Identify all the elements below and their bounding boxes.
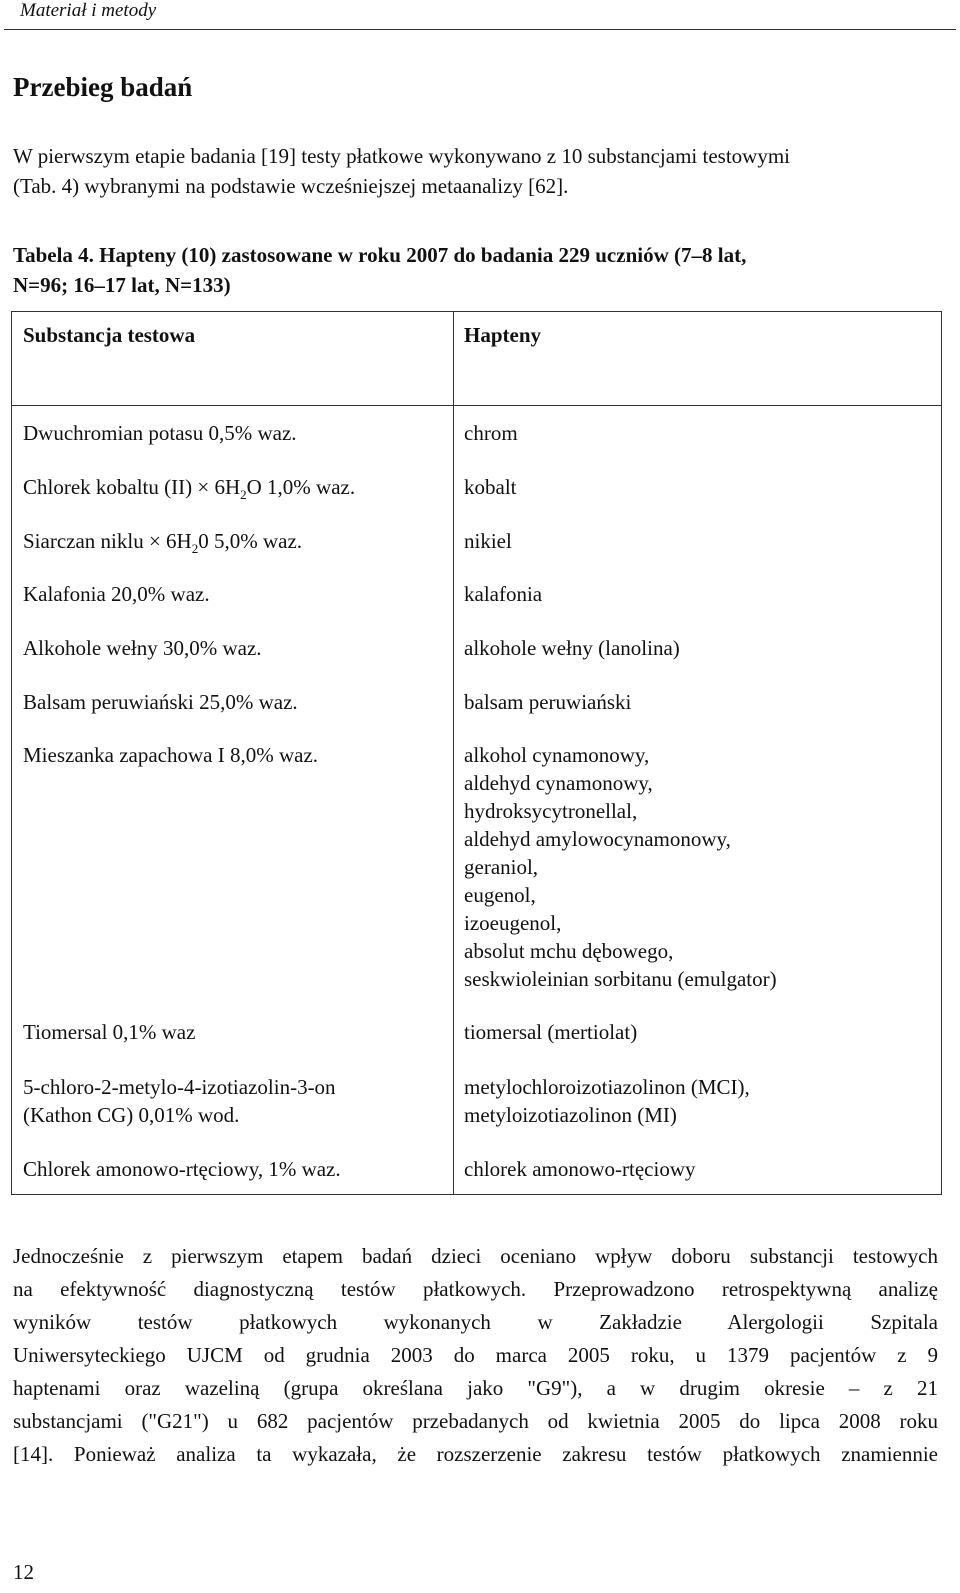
hapten-item: izoeugenol, bbox=[464, 911, 562, 935]
hapten-item: hydroksycytronellal, bbox=[464, 799, 638, 823]
body-line: Jednocześnie z pierwszym etapem badań dzieci oceniano wpływ doboru substancji testowych bbox=[13, 1244, 938, 1268]
table-cell-hapten-list bbox=[464, 741, 934, 993]
running-header: Materiał i metody bbox=[20, 0, 157, 21]
table-caption-line-1: Tabela 4. Hapteny (10) zastosowane w roku 2007 do badania 229 uczniów (7–8 lat, bbox=[13, 243, 747, 267]
table-cell-substance: Dwuchromian potasu 0,5% waz. bbox=[23, 421, 297, 445]
body-line: wyników testów płatkowych wykonanych w Zakładzie Alergologii Szpitala bbox=[13, 1310, 938, 1334]
body-line: substancjami ("G21") u 682 pacjentów przebadanych od kwietnia 2005 do lipca 2008 roku bbox=[13, 1409, 938, 1433]
table-cell-hapten: tiomersal (mertiolat) bbox=[464, 1020, 638, 1044]
table-cell-substance: Chlorek amonowo-rtęciowy, 1% waz. bbox=[23, 1157, 341, 1181]
substance-line: 5-chloro-2-metylo-4-izotiazolin-3-on bbox=[23, 1075, 336, 1099]
body-line: Uniwersyteckiego UJCM od grudnia 2003 do marca 2005 roku, u 1379 pacjentów z 9 bbox=[13, 1343, 938, 1367]
subscript: 2 bbox=[191, 541, 199, 557]
table-cell-substance: Mieszanka zapachowa I 8,0% waz. bbox=[23, 743, 319, 767]
table-cell-hapten: balsam peruwiański bbox=[464, 690, 632, 714]
hapten-item: absolut mchu dębowego, bbox=[464, 939, 674, 963]
table-cell-substance bbox=[23, 473, 448, 509]
table-caption-line-2: N=96; 16–17 lat, N=133) bbox=[13, 273, 231, 297]
table-cell-substance bbox=[23, 1073, 448, 1129]
substance-text: Chlorek kobaltu (II) × 6H bbox=[23, 475, 241, 499]
table-caption bbox=[13, 240, 951, 300]
hapten-item: aldehyd cynamonowy, bbox=[464, 771, 653, 795]
table-cell-substance: Tiomersal 0,1% waz bbox=[23, 1020, 196, 1044]
table-cell-hapten: kobalt bbox=[464, 475, 517, 499]
substance-text: Siarczan niklu × 6H bbox=[23, 529, 192, 553]
intro-line-2: (Tab. 4) wybranymi na podstawie wcześniejszej metaanalizy [62]. bbox=[13, 174, 569, 198]
body-line: haptenami oraz wazeliną (grupa określana jako "G9"), a w drugim okresie – z 21 bbox=[13, 1376, 938, 1400]
body-paragraph bbox=[13, 1240, 938, 1471]
table-cell-hapten: chrom bbox=[464, 421, 518, 445]
body-line: [14]. Ponieważ analiza ta wykazała, że rozszerzenie zakresu testów płatkowych znamiennie bbox=[13, 1442, 938, 1466]
table-cell-substance: Kalafonia 20,0% waz. bbox=[23, 582, 210, 606]
hapten-item: metylochloroizotiazolinon (MCI), bbox=[464, 1075, 750, 1099]
header-divider bbox=[4, 29, 956, 30]
page-number: 12 bbox=[13, 1560, 34, 1584]
hapten-item: seskwioleinian sorbitanu (emulgator) bbox=[464, 967, 777, 991]
hapten-item: metyloizotiazolinon (MI) bbox=[464, 1103, 677, 1127]
table-column-divider bbox=[453, 311, 454, 1195]
substance-text: 0 5,0% waz. bbox=[198, 529, 303, 553]
substance-text: O 1,0% waz. bbox=[246, 475, 356, 499]
table-cell-hapten: kalafonia bbox=[464, 582, 543, 606]
subscript: 2 bbox=[240, 487, 247, 503]
body-line: na efektywność diagnostyczną testów płatkowych. Przeprowadzono retrospektywną analizę bbox=[13, 1277, 938, 1301]
hapten-item: aldehyd amylowocynamonowy, bbox=[464, 827, 731, 851]
table-header-substance: Substancja testowa bbox=[23, 323, 196, 347]
section-title: Przebieg badań bbox=[13, 72, 193, 102]
substance-line: (Kathon CG) 0,01% wod. bbox=[23, 1103, 240, 1127]
table-cell-substance: Balsam peruwiański 25,0% waz. bbox=[23, 690, 298, 714]
intro-paragraph bbox=[13, 141, 951, 201]
table-cell-substance: Alkohole wełny 30,0% waz. bbox=[23, 636, 262, 660]
hapten-item: eugenol, bbox=[464, 883, 536, 907]
table-header-divider bbox=[11, 405, 942, 406]
intro-line-1: W pierwszym etapie badania [19] testy płatkowe wykonywano z 10 substancjami testowymi bbox=[13, 144, 790, 168]
table-cell-hapten-list bbox=[464, 1073, 934, 1129]
table-cell-hapten: nikiel bbox=[464, 529, 512, 553]
hapten-item: geraniol, bbox=[464, 855, 539, 879]
table-header-haptens: Hapteny bbox=[464, 323, 542, 347]
hapten-item: alkohol cynamonowy, bbox=[464, 743, 650, 767]
table-cell-hapten: alkohole wełny (lanolina) bbox=[464, 636, 680, 660]
table-cell-substance bbox=[23, 527, 448, 563]
table-cell-hapten: chlorek amonowo-rtęciowy bbox=[464, 1157, 696, 1181]
